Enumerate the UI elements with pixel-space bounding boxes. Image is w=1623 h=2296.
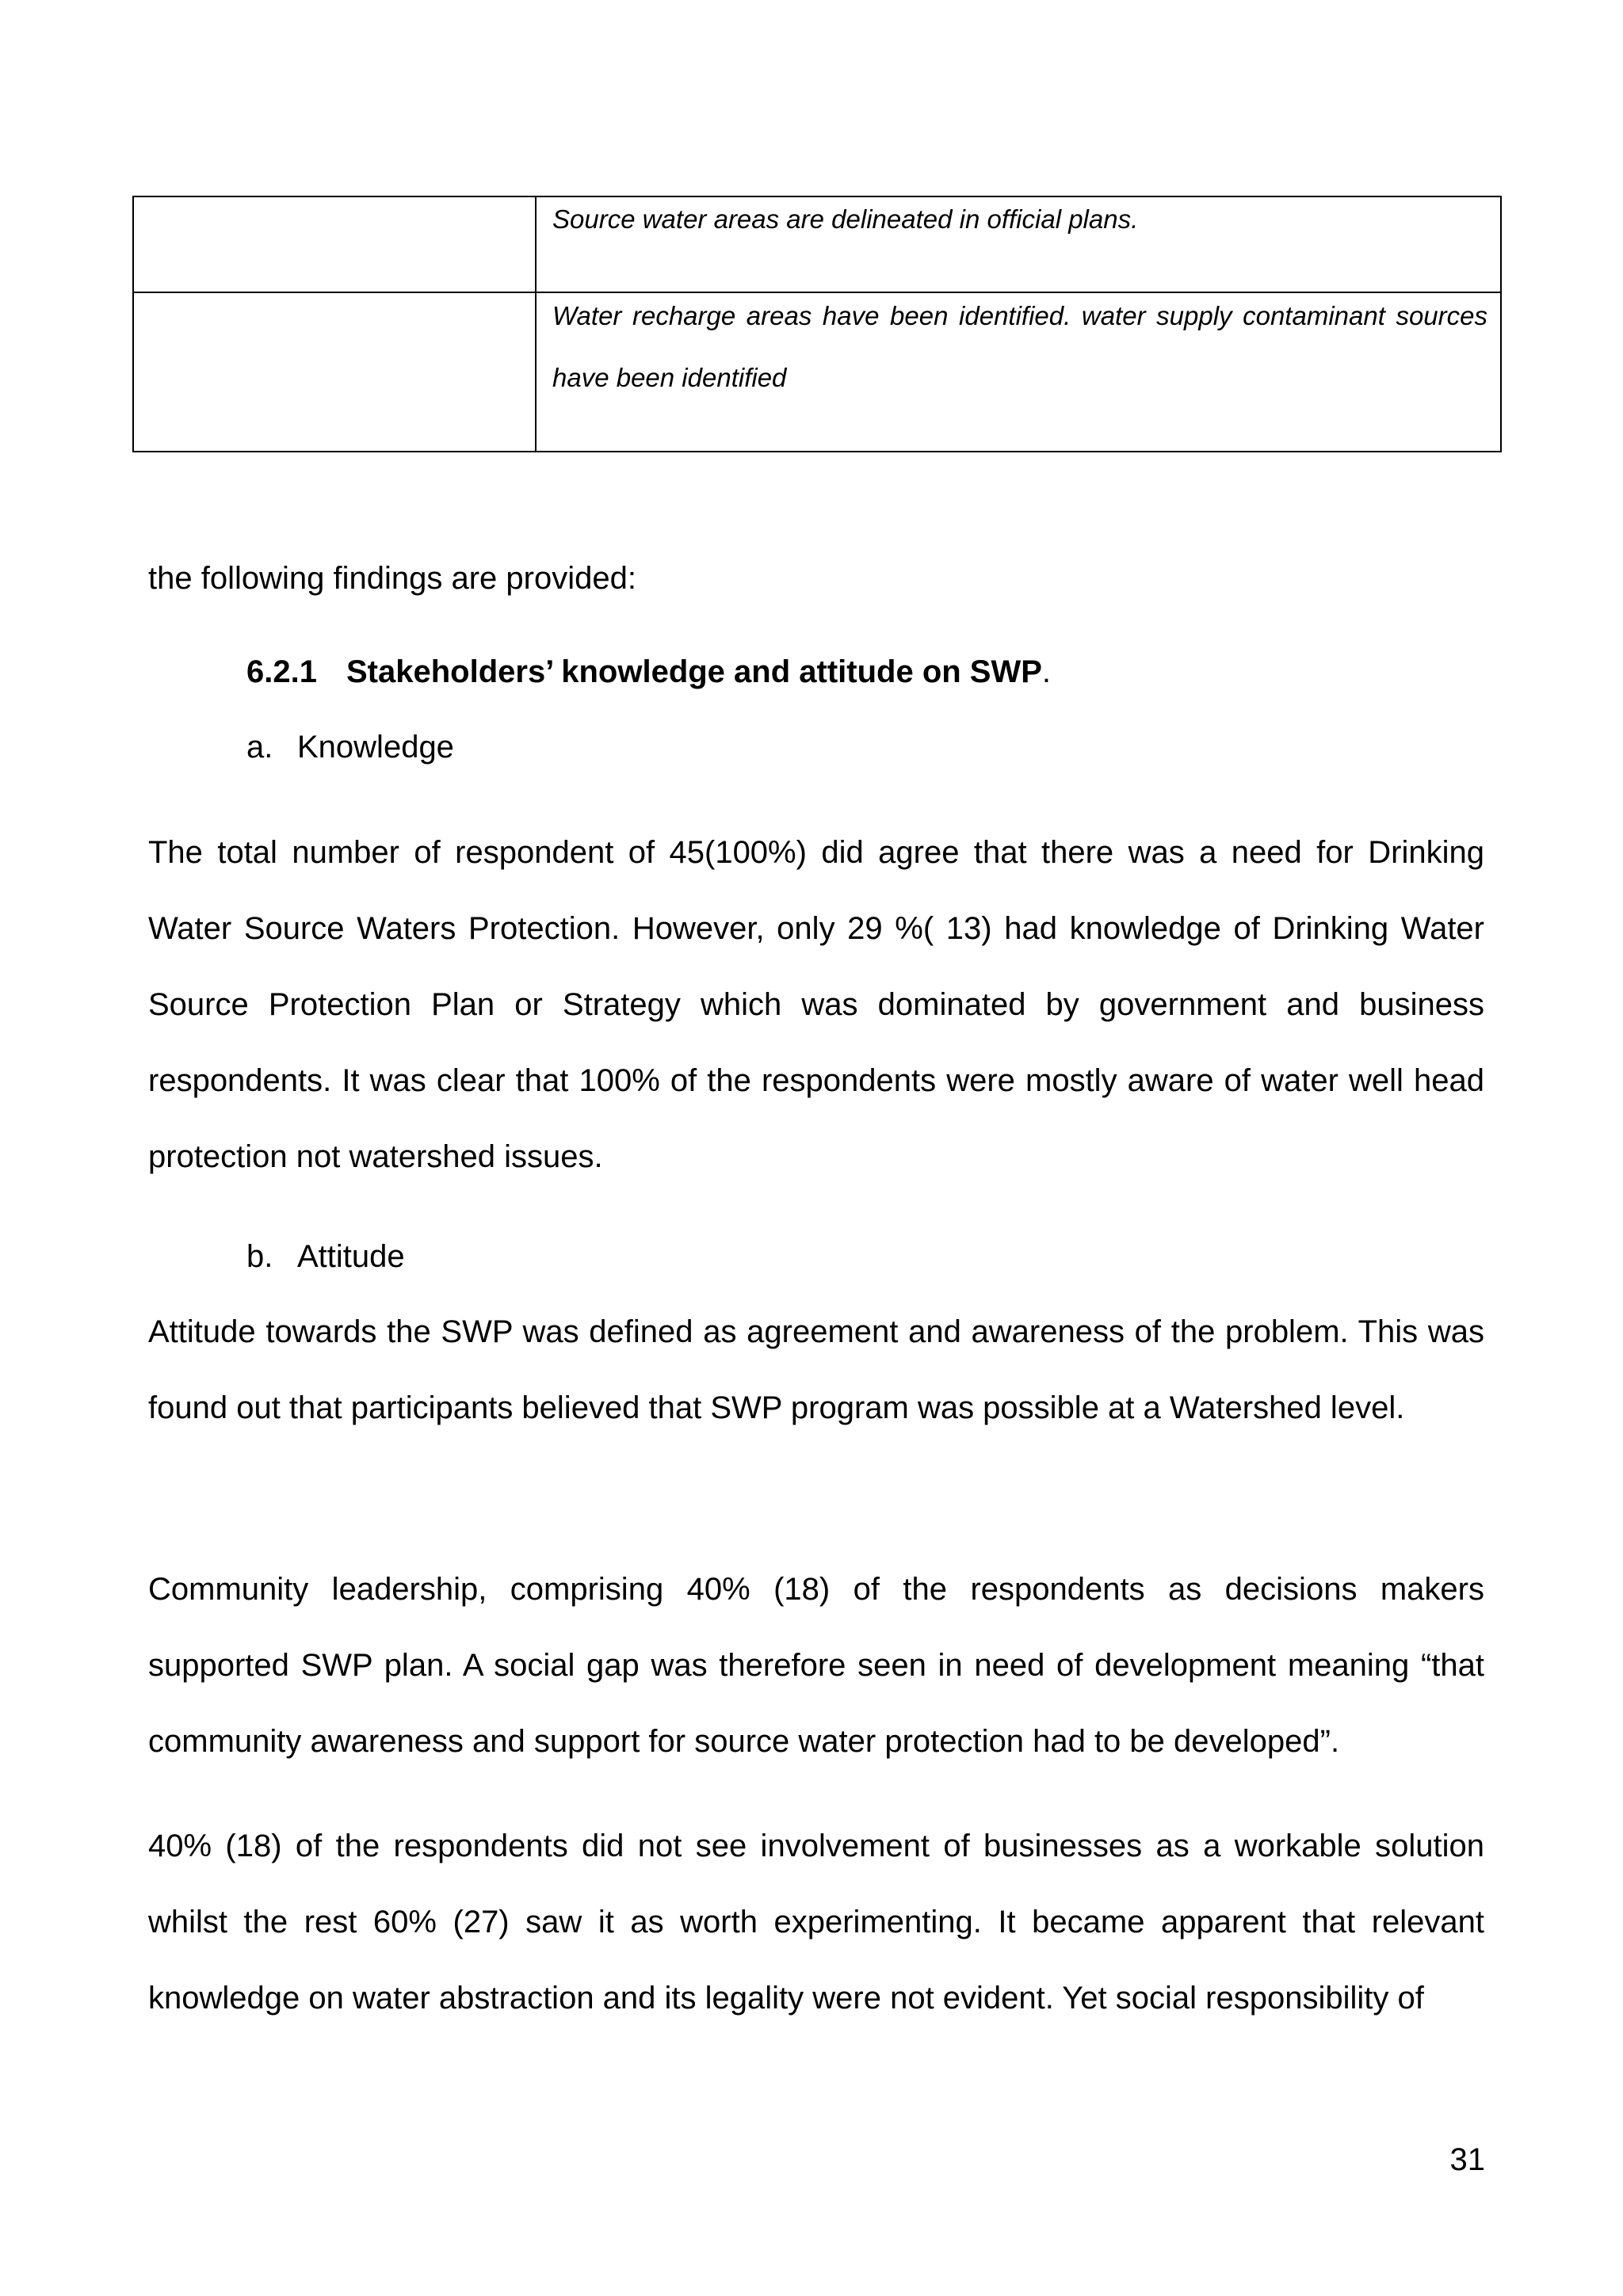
table-cell-left <box>133 292 536 452</box>
attitude-paragraph-1: Attitude towards the SWP was defined as agreement and awareness of the problem. This was found out that participants believed that SWP program was possible at a Watershed level. <box>148 1314 1484 1425</box>
section-number: 6.2.1 <box>246 654 317 689</box>
section-trailing: . <box>1041 654 1052 689</box>
section-title: Stakeholders’ knowledge and attitude on SWP <box>346 654 1042 689</box>
knowledge-subheading <box>246 721 454 773</box>
knowledge-paragraph: The total number of respondent of 45(100%) did agree that there was a need for Drinking Water Source Waters Protection. However, only 29 %( 13) had knowledge of Drinking Water Source Protection Plan or Strategy which was dominated by government and business respondents. It was clear that 100% of the respondents were mostly aware of water well head protection not watershed issues. <box>148 835 1484 1174</box>
attitude-paragraph-2: Community leadership, comprising 40% (18) of the respondents as decisions makers supported SWP plan. A social gap was therefore seen in need of development meaning “that community awareness and support for source water protection had to be developed”. <box>148 1572 1484 1759</box>
table-cell-text: Water recharge areas have been identified. water supply contaminant sources have been identified <box>552 301 1487 392</box>
table-row <box>133 196 1501 292</box>
knowledge-label: a. <box>246 730 273 765</box>
page-number: 31 <box>1449 2142 1485 2177</box>
table-row <box>133 292 1501 452</box>
attitude-paragraph-3: 40% (18) of the respondents did not see involvement of businesses as a workable solution whilst the rest 60% (27) saw it as worth experimenting. It became apparent that relevant knowledge on water abstraction and its legality were not evident. Yet social responsibility of <box>148 1829 1484 2016</box>
attitude-label: b. <box>246 1239 273 1274</box>
table-cell-right <box>536 196 1501 292</box>
attitude-heading: Attitude <box>297 1239 405 1274</box>
table-cell-left <box>133 196 536 292</box>
table-cell-text: Source water areas are delineated in official plans. <box>552 204 1139 234</box>
knowledge-heading: Knowledge <box>297 730 454 765</box>
table-cell-right <box>536 292 1501 452</box>
section-heading <box>246 646 1051 698</box>
intro-text: the following findings are provided: <box>148 561 636 596</box>
criteria-table <box>132 196 1502 452</box>
attitude-subheading <box>246 1230 405 1283</box>
